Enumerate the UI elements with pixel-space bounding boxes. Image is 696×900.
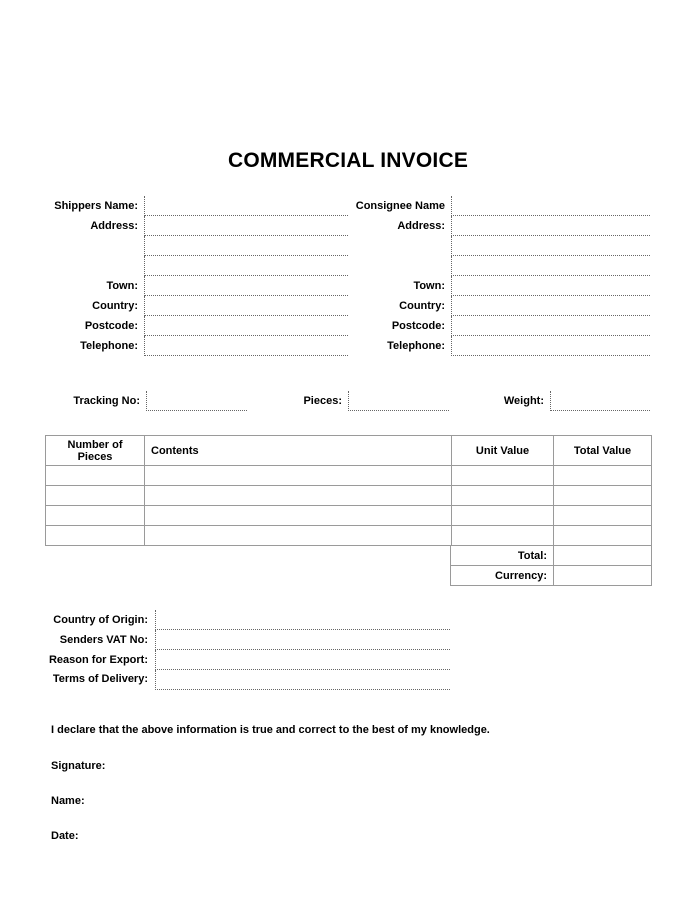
date-label: Date: — [51, 830, 79, 842]
consignee-town-field[interactable] — [451, 276, 650, 296]
consignee-postcode-field[interactable] — [451, 316, 650, 336]
unit-value-cell[interactable] — [452, 486, 554, 506]
shipper-telephone-field[interactable] — [144, 336, 348, 356]
total-label: Total: — [451, 546, 554, 566]
table-row — [46, 506, 652, 526]
totals-table — [450, 545, 652, 586]
number-of-pieces-header-line2: Pieces — [77, 450, 113, 463]
consignee-country-field[interactable] — [451, 296, 650, 316]
country-of-origin-label: Country of Origin: — [53, 614, 148, 626]
consignee-telephone-label: Telephone: — [387, 340, 445, 352]
contents-cell[interactable] — [145, 526, 452, 546]
total-value-field[interactable] — [554, 546, 652, 566]
pieces-cell[interactable] — [46, 466, 145, 486]
shippers-name-label: Shippers Name: — [54, 200, 138, 212]
shipper-postcode-label: Postcode: — [84, 320, 138, 332]
shipper-postcode-field[interactable] — [144, 316, 348, 336]
contents-cell[interactable] — [145, 466, 452, 486]
consignee-telephone-field[interactable] — [451, 336, 650, 356]
terms-of-delivery-label: Terms of Delivery: — [52, 673, 148, 685]
tracking-no-label: Tracking No: — [73, 395, 140, 407]
signature-label: Signature: — [51, 760, 106, 772]
shipper-telephone-label: Telephone: — [80, 340, 138, 352]
name-label: Name: — [51, 795, 85, 807]
contents-cell[interactable] — [145, 506, 452, 526]
total-value-header: Total Value — [554, 436, 652, 466]
consignee-address-field-3[interactable] — [451, 256, 650, 276]
total-value-cell[interactable] — [554, 486, 652, 506]
table-row — [46, 486, 652, 506]
shipper-town-label: Town: — [106, 280, 138, 292]
shipper-country-field[interactable] — [144, 296, 348, 316]
consignee-country-label: Country: — [399, 300, 445, 312]
currency-field[interactable] — [554, 566, 652, 586]
contents-cell[interactable] — [145, 486, 452, 506]
reason-for-export-field[interactable] — [155, 650, 450, 670]
shipper-address-field-2[interactable] — [144, 236, 348, 256]
weight-field[interactable] — [550, 391, 650, 411]
shipper-address-label: Address: — [90, 220, 138, 232]
tracking-no-field[interactable] — [146, 391, 247, 411]
items-table — [45, 435, 652, 546]
unit-value-header: Unit Value — [452, 436, 554, 466]
pieces-cell[interactable] — [46, 526, 145, 546]
total-value-cell[interactable] — [554, 506, 652, 526]
pieces-cell[interactable] — [46, 486, 145, 506]
consignee-name-field[interactable] — [451, 196, 650, 216]
unit-value-cell[interactable] — [452, 466, 554, 486]
pieces-label: Pieces: — [303, 395, 342, 407]
total-row — [451, 546, 652, 566]
shipper-town-field[interactable] — [144, 276, 348, 296]
total-value-cell[interactable] — [554, 526, 652, 546]
pieces-field[interactable] — [348, 391, 449, 411]
document-title: COMMERCIAL INVOICE — [227, 149, 469, 172]
table-row — [46, 526, 652, 546]
terms-of-delivery-field[interactable] — [155, 670, 450, 690]
currency-row — [451, 566, 652, 586]
shipper-address-field-3[interactable] — [144, 256, 348, 276]
currency-label: Currency: — [451, 566, 554, 586]
consignee-name-label: Consignee Name — [355, 200, 445, 212]
table-row — [46, 466, 652, 486]
consignee-town-label: Town: — [413, 280, 445, 292]
reason-for-export-label: Reason for Export: — [48, 654, 148, 666]
number-of-pieces-header — [46, 436, 145, 466]
unit-value-cell[interactable] — [452, 506, 554, 526]
country-of-origin-field[interactable] — [155, 610, 450, 630]
shipper-country-label: Country: — [92, 300, 138, 312]
consignee-address-field-1[interactable] — [451, 216, 650, 236]
consignee-address-field-2[interactable] — [451, 236, 650, 256]
senders-vat-field[interactable] — [155, 630, 450, 650]
weight-label: Weight: — [503, 395, 544, 407]
items-table-header — [46, 436, 652, 466]
consignee-address-label: Address: — [397, 220, 445, 232]
unit-value-cell[interactable] — [452, 526, 554, 546]
declaration-statement: I declare that the above information is true and correct to the best of my knowledge. — [51, 724, 490, 736]
shipper-address-field-1[interactable] — [144, 216, 348, 236]
shipper-name-field[interactable] — [144, 196, 348, 216]
consignee-postcode-label: Postcode: — [391, 320, 445, 332]
senders-vat-label: Senders VAT No: — [59, 634, 148, 646]
total-value-cell[interactable] — [554, 466, 652, 486]
contents-header: Contents — [145, 436, 452, 466]
pieces-cell[interactable] — [46, 506, 145, 526]
number-of-pieces-header-line1: Number of — [67, 438, 123, 451]
